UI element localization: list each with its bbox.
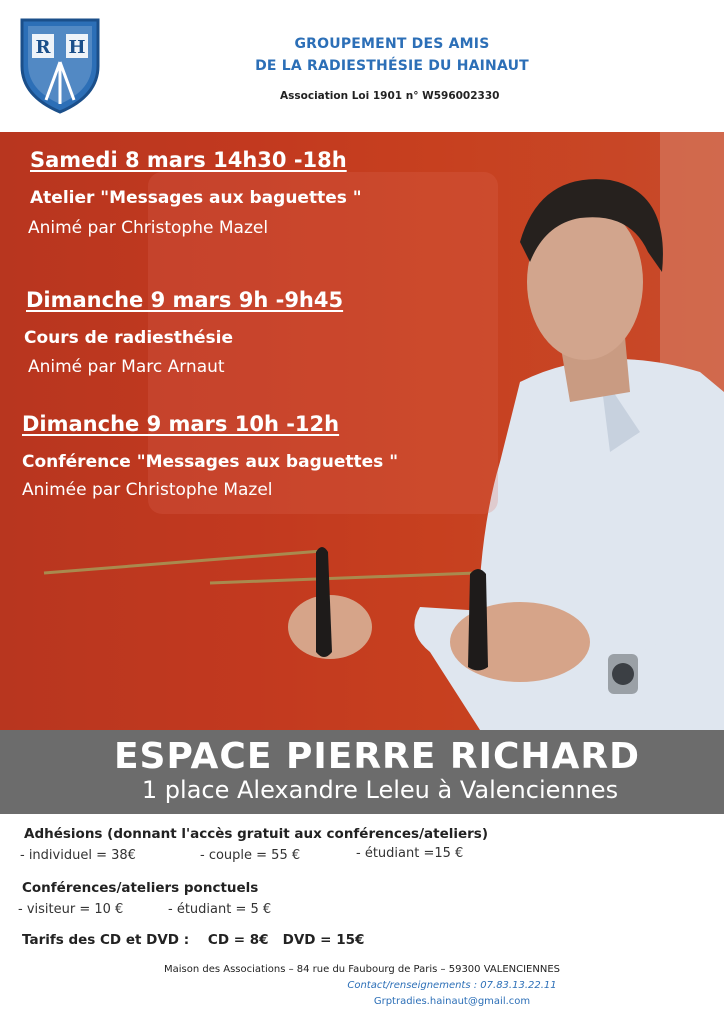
org-name-line2: DE LA RADIESTHÉSIE DU HAINAUT [255, 58, 529, 74]
event-3-host: Animée par Christophe Mazel [22, 480, 273, 500]
ponctuel-etudiant: - étudiant = 5 € [168, 902, 272, 917]
venue-address: 1 place Alexandre Leleu à Valenciennes [141, 776, 619, 804]
event-2-host: Animé par Marc Arnaut [28, 357, 225, 377]
venue-band [0, 730, 724, 814]
event-1-host: Animé par Christophe Mazel [28, 218, 269, 238]
adhesions-heading: Adhésions (donnant l'accès gratuit aux conférences/ateliers) [24, 826, 488, 842]
adhesion-individuel: - individuel = 38€ [20, 848, 136, 863]
event-1-date: Samedi 8 mars 14h30 -18h [30, 148, 347, 172]
hero-photo [0, 132, 724, 730]
footer-email[interactable]: Grptradies.hainaut@gmail.com [373, 996, 531, 1007]
logo-letter-r: R [35, 37, 51, 58]
event-2-title: Cours de radiesthésie [24, 328, 234, 348]
event-3-title: Conférence "Messages aux baguettes " [22, 452, 399, 472]
event-1-title: Atelier "Messages aux baguettes " [30, 188, 362, 208]
footer-contact: Contact/renseignements : 07.83.13.22.11 [347, 980, 557, 991]
ponctuel-visiteur: - visiteur = 10 € [18, 902, 124, 917]
event-2-date: Dimanche 9 mars 9h -9h45 [26, 288, 344, 312]
venue-name: ESPACE PIERRE RICHARD [113, 736, 641, 777]
footer-address: Maison des Associations – 84 rue du Faubourg de Paris – 59300 VALENCIENNES [163, 964, 560, 975]
adhesion-etudiant: - étudiant =15 € [356, 846, 464, 861]
event-3-date: Dimanche 9 mars 10h -12h [22, 412, 340, 436]
shield-logo-icon [18, 14, 102, 114]
cd-dvd-prices: Tarifs des CD et DVD : CD = 8€ DVD = 15€ [22, 932, 365, 948]
adhesion-couple: - couple = 55 € [200, 848, 301, 863]
logo-letter-h: H [68, 37, 86, 58]
ponctuels-heading: Conférences/ateliers ponctuels [22, 880, 259, 896]
association-number: Association Loi 1901 n° W596002330 [280, 90, 500, 102]
header [0, 0, 724, 132]
org-name-line1: GROUPEMENT DES AMIS [294, 36, 490, 52]
